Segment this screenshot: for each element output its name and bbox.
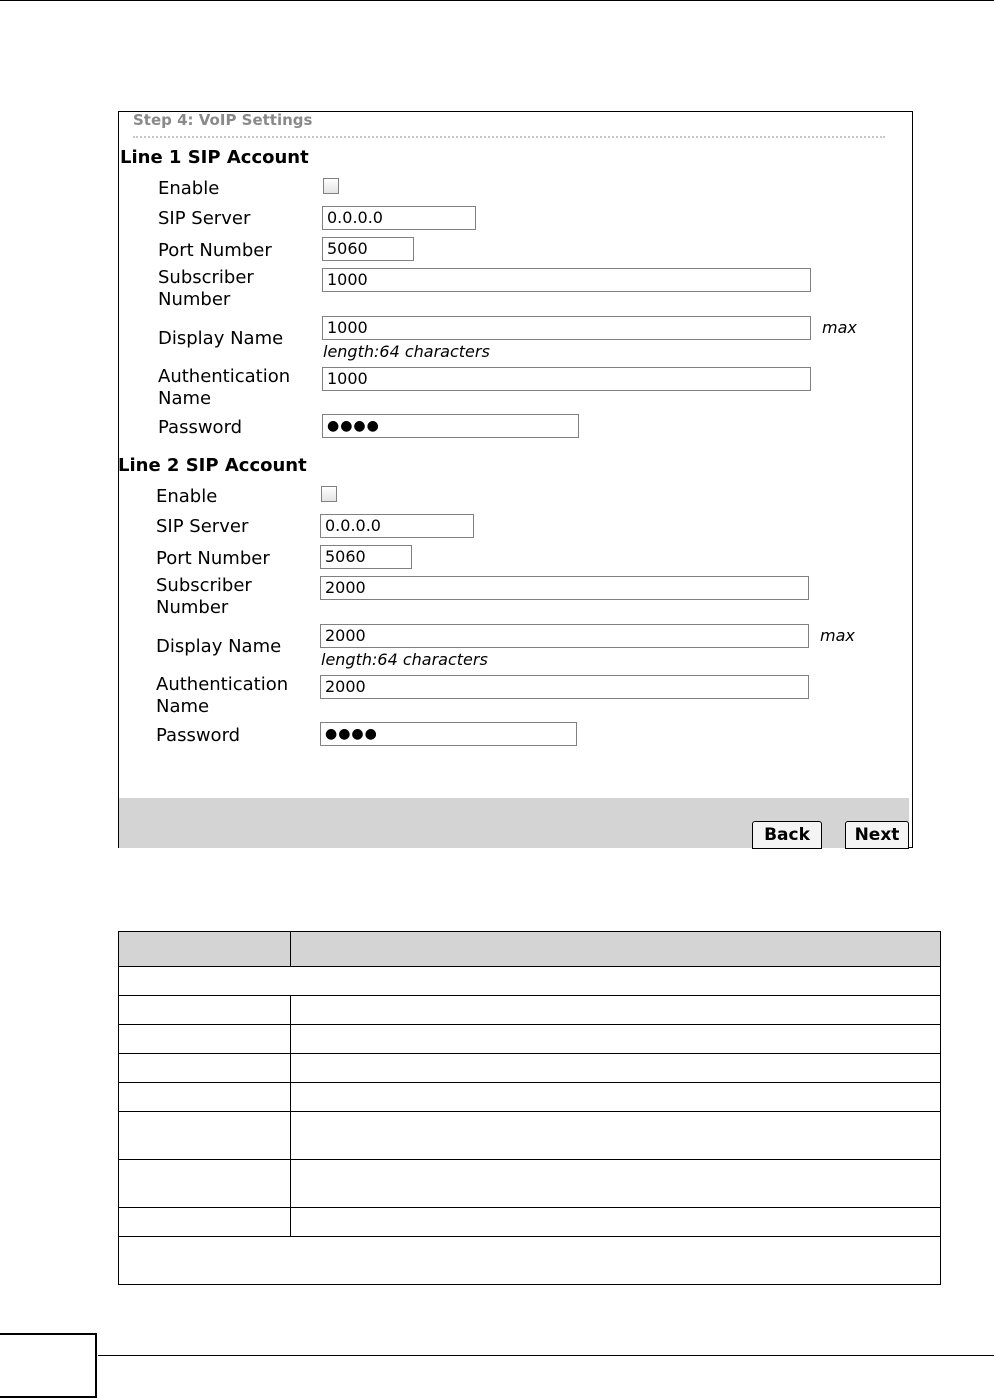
table-header-row (119, 932, 941, 967)
table-cell (291, 1208, 941, 1237)
voip-settings-panel (118, 111, 913, 848)
line1-enable-checkbox[interactable] (323, 178, 339, 194)
line2-display-input[interactable]: 2000 (320, 624, 809, 648)
line2-max-hint: max (820, 626, 855, 645)
table-cell (119, 1083, 291, 1112)
line2-sip-server-label: SIP Server (156, 516, 249, 537)
line1-subscriber-input[interactable]: 1000 (322, 268, 811, 292)
line2-subscriber-input[interactable]: 2000 (320, 576, 809, 600)
line2-subscriber-label-2: Number (156, 597, 229, 618)
line1-length-hint: length:64 characters (323, 342, 490, 361)
line1-password-label: Password (158, 417, 243, 438)
line1-auth-label: Authentication (158, 366, 291, 387)
table-cell (119, 1054, 291, 1083)
line2-enable-checkbox[interactable] (321, 486, 337, 502)
table-cell (291, 996, 941, 1025)
line1-port-input[interactable]: 5060 (322, 237, 414, 261)
line1-subscriber-label: Subscriber (158, 267, 254, 288)
table-row (119, 1025, 941, 1054)
line2-section-title: Line 2 SIP Account (118, 455, 307, 476)
line1-display-label: Display Name (158, 328, 284, 349)
line1-auth-label-2: Name (158, 388, 212, 409)
table-row (119, 1083, 941, 1112)
line1-auth-input[interactable]: 1000 (322, 367, 811, 391)
table-header-label-cell (119, 932, 291, 967)
line2-subscriber-label: Subscriber (156, 575, 252, 596)
line1-port-label: Port Number (158, 240, 272, 261)
line2-port-label: Port Number (156, 548, 270, 569)
table-cell (119, 1112, 291, 1160)
table-cell (119, 996, 291, 1025)
back-button[interactable]: Back (752, 821, 822, 849)
line1-max-hint: max (822, 318, 857, 337)
line2-auth-label: Authentication (156, 674, 289, 695)
line2-password-label: Password (156, 725, 241, 746)
table-cell (119, 1208, 291, 1237)
line1-password-input[interactable]: ●●●● (322, 414, 579, 438)
line2-port-input[interactable]: 5060 (320, 545, 412, 569)
line1-sip-server-input[interactable]: 0.0.0.0 (322, 206, 476, 230)
next-button[interactable]: Next (845, 821, 909, 849)
table-header-description-cell (291, 932, 941, 967)
line2-length-hint: length:64 characters (321, 650, 488, 669)
table-row (119, 1054, 941, 1083)
page-footer-rule (98, 1355, 994, 1356)
page-header-rule (0, 0, 994, 1)
table-cell (119, 1160, 291, 1208)
title-divider (133, 136, 885, 138)
table-cell (119, 1237, 941, 1285)
line2-sip-server-input[interactable]: 0.0.0.0 (320, 514, 474, 538)
table-row (119, 1208, 941, 1237)
table-cell (291, 1112, 941, 1160)
table-cell (291, 1025, 941, 1054)
step-title: Step 4: VoIP Settings (133, 111, 313, 129)
table-row (119, 1237, 941, 1285)
line1-display-input[interactable]: 1000 (322, 316, 811, 340)
line1-sip-server-label: SIP Server (158, 208, 251, 229)
page-number-box (0, 1333, 97, 1398)
line2-enable-label: Enable (156, 486, 218, 507)
table-row (119, 967, 941, 996)
table-cell (291, 1083, 941, 1112)
line2-password-input[interactable]: ●●●● (320, 722, 577, 746)
field-description-table (118, 931, 941, 1285)
table-cell (119, 967, 941, 996)
table-cell (291, 1160, 941, 1208)
line2-display-label: Display Name (156, 636, 282, 657)
line2-auth-input[interactable]: 2000 (320, 675, 809, 699)
table-row (119, 996, 941, 1025)
line1-section-title: Line 1 SIP Account (120, 147, 309, 168)
table-cell (291, 1054, 941, 1083)
table-row (119, 1160, 941, 1208)
line2-auth-label-2: Name (156, 696, 210, 717)
line1-enable-label: Enable (158, 178, 220, 199)
table-cell (119, 1025, 291, 1054)
line1-subscriber-label-2: Number (158, 289, 231, 310)
table-row (119, 1112, 941, 1160)
